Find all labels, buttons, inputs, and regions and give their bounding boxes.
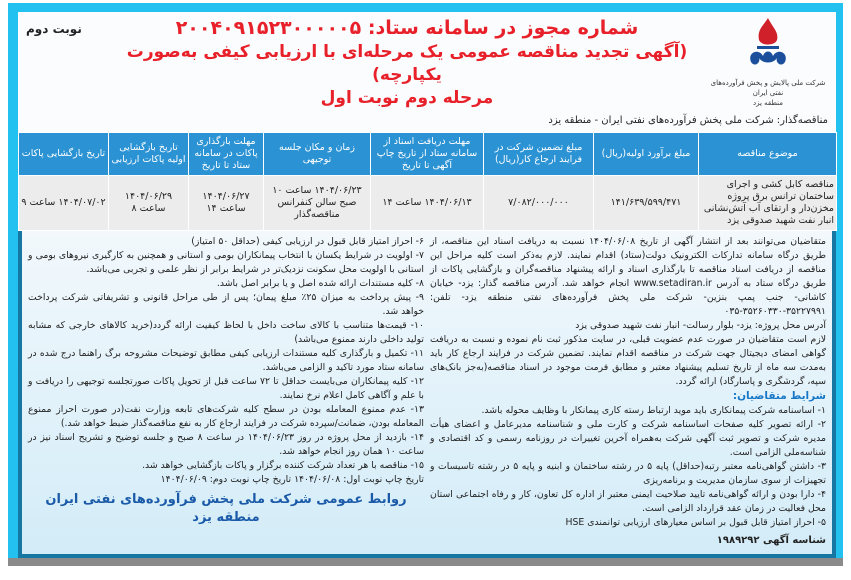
condition-item: ۴- دارا بودن و ارائه گواهی‌نامه تایید صلاحیت ایمنی معتبر از اداره کل تعاون، کار و رفاه اجتماعی استان محل فعالیت در زمان عقد قرارداد الزامی است.	[430, 489, 826, 514]
column-header: مهلت دریافت اسناد از سامانه ستاد از تاریخ چاپ آگهی تا تاریخ	[371, 133, 484, 176]
condition-item: ۱۴- بازدید از محل پروژه در روز ۱۴۰۴/۰۶/۲۳ در ساعت ۸ صبح و جلسه توضیح و تشریح اسناد نیز در ساعت ۱۰ همان روز انجام خواهد شد.	[28, 432, 425, 457]
condition-item: ۲- ارائه تصویر کلیه صفحات اساسنامه شرکت و کارت ملی و شناسنامه مدیرعامل و اعضای هیأت مدیره شرکت و تصویر ثبت آگهی شرکت به‌همراه آخرین تغییرات در روزنامه رسمی و کد اقتصادی و شناسه‌ملی الزامی است.	[430, 419, 826, 458]
ad-header	[18, 12, 836, 132]
logo-text: شرکت ملی پالایش و پخش فرآورده‌های نفتی ایران	[710, 79, 826, 97]
ad-id: شناسه آگهی ۱۹۸۹۲۹۲	[716, 535, 826, 546]
condition-item: ۱- اساسنامه شرکت پیمانکاری باید موید ارتباط رسته کاری پیمانکار با وظایف محوله باشد.	[481, 405, 826, 416]
cell-estimate: ۱۴۱/۶۳۹/۵۹۹/۴۷۱	[594, 176, 699, 231]
column-header: تاریخ بازگشایی اولیه پاکات ارزیابی	[109, 133, 189, 176]
conditions-title: شرایط متقاضیان:	[732, 390, 826, 402]
ad-body	[18, 231, 836, 558]
tender-organizer: مناقصه‌گذار: شرکت ملی پخش فرآورده‌های نفتی ایران - منطقه یزد	[548, 115, 828, 126]
stage-label: مرحله دوم نوبت اول	[320, 88, 494, 108]
cell-guarantee: ۷/۰۸۲/۰۰۰/۰۰۰	[484, 176, 594, 231]
column-header: زمان و مکان جلسه توجیهی	[264, 133, 371, 176]
registration-paragraph: لازم است متقاضیان در صورت عدم عضویت قبلی، در سایت مذکور ثبت نام نموده و نسبت به دریافت گواهی امضای دیجیتال جهت شرکت در مناقصه اقدام نمایند. تضمین شرکت در فرایند ارجاع کار باید به‌مدت سه ماه از تاریخ تسلیم پیشنهاد معتبر و مطابق فرمت موجود در اسناد مناقصه(به‌جز بانک‌های سپه، گردشگری و پاسارگاد) ارائه گردد.	[430, 334, 826, 387]
ad-frame	[8, 3, 843, 558]
project-address: آدرس محل پروژه: یزد- بلوار رسالت- انبار نفت شهید صدوقی یزد	[575, 320, 826, 331]
cell-upload-deadline: ۱۴۰۴/۰۶/۲۷ ساعت ۱۴	[189, 176, 264, 231]
body-left-column	[28, 235, 424, 527]
condition-item: ۳- داشتن گواهی‌نامه معتبر رتبه(حداقل) پایه ۵ در رشته ساختمان و ابنیه و پایه ۵ در رشته تاسیسات و تجهیزات از سوی سازمان مدیریت و برنامه‌ریزی	[430, 461, 826, 486]
bottom-bar	[8, 558, 843, 566]
condition-item: ۱۲- کلیه پیمانکاران می‌بایست حداقل تا ۷۲ ساعت قبل از تحویل پاکات صورتجلسه توجیهی را دریافت و با علم و آگاهی کامل اعلام نرخ نمایند.	[28, 376, 424, 401]
header-top	[26, 16, 828, 112]
condition-item: ۱۰- قیمت‌ها متناسب با کالای ساخت داخل با لحاظ کیفیت ارائه گردد(خرید کالاهای خارجی که مشابه تولید داخلی دارند ممنوع می‌باشد)	[28, 320, 424, 345]
column-header: تاریخ بازگشایی پاکات	[19, 133, 109, 176]
condition-item: ۵- احراز امتیاز قابل قبول بر اساس معیارهای ارزیابی توانمندی HSE	[565, 517, 826, 528]
cell-subject: مناقصه کابل کشی و اجرای ساختمان ترانس برق پروژه مخزن‌دار و ارتقای آب آتش‌نشانی انبار نفت شهید صدوقی یزد	[699, 176, 837, 231]
column-header: موضوع مناقصه	[699, 133, 837, 176]
ad-subtitle: (آگهی تجدید مناقصه عمومی یک مرحله‌ای با ارزیابی کیفی به‌صورت یکپارچه)	[126, 42, 688, 85]
ad-title	[106, 16, 708, 110]
condition-item: ۱۱- تکمیل و بارگذاری کلیه مستندات ارزیابی کیفی مطابق توضیحات مشروحه برگ راهنما درج شده در سامانه ستاد مورد تاکید و الزامی می‌باشد.	[28, 348, 424, 373]
tender-table	[18, 132, 837, 231]
condition-item: ۱۳- عدم ممنوع المعامله بودن در سطح کلیه شرکت‌های تابعه وزارت نفت(در صورت احراز ممنوع المعامله بودن، ضمانت/سپرده شرکت در فرایند ارجاع کار به نفع مناقصه‌گذار ضبط خواهد شد.)	[28, 404, 424, 429]
table-header-row	[19, 133, 837, 176]
cell-opening: ۱۴۰۴/۰۷/۰۲ ساعت ۹	[19, 176, 109, 231]
cell-initial-opening: ۱۴۰۴/۰۶/۲۹ ساعت ۸	[109, 176, 189, 231]
intro-paragraph: متقاضیان می‌توانند بعد از انتشار آگهی از تاریخ ۱۴۰۴/۰۶/۰۸ نسبت به دریافت اسناد این مناقصه، از طریق درگاه سامانه تدارکات الکترونیک دولت(ستاد) اقدام نمایند. لازم به‌ذکر است کلیه مراحل این مناقصه از دریافت اسناد مناقصه تا بارگذاری اسناد و ارائه پیشنهاد مناقصه‌گران و بازگشایی پاکات از طریق درگاه ستاد به آدرس www.setadiran.ir انجام خواهد شد. آدرس مناقصه گذار: یزد- خیابان کاشانی- جنب پمپ بنزین- شرکت ملی پخش فرآورده‌های نفتی منطقه یزد- تلفن: ۳۵۲۲۷۹۹۱-۳۵۲۶۰۳۳۰-۰۳۵	[430, 236, 826, 317]
condition-item: ۹- پیش پرداخت به میزان ۲۵٪ مبلغ پیمان؛ پس از طی مراحل قانونی و تشریفاتی شرکت پرداخت خواهد شد.	[28, 292, 424, 317]
edition-label: نوبت دوم	[26, 22, 82, 36]
print-dates: تاریخ چاپ نوبت اول: ۱۴۰۴/۰۶/۰۸ تاریخ چاپ نوبت دوم: ۱۴۰۴/۰۶/۰۹	[160, 474, 424, 485]
table-row	[19, 176, 837, 231]
public-relations-signature: روابط عمومی شرکت ملی پخش فرآورده‌های نفتی ایران منطقه یزد	[45, 492, 407, 525]
permit-number: شماره مجوز در سامانه ستاد: ۲۰۰۴۰۹۱۵۲۳۰۰۰۰۰۵	[175, 17, 639, 39]
condition-item: ۸- کلیه مستندات ارائه شده اصل و یا برابر اصل باشد.	[216, 278, 424, 289]
body-right-column	[430, 235, 826, 548]
company-logo	[708, 16, 828, 108]
column-header: مبلغ برآورد اولیه(ریال)	[594, 133, 699, 176]
column-header: مبلغ تضمین شرکت در فرایند ارجاع کار(ریال)	[484, 133, 594, 176]
condition-item: ۷- اولویت در شرایط یکسان با انتخاب پیمانکاران بومی و استانی و همچنین به کارگیری نیروهای بومی و استانی با اولویت محل سکونت نزدیک‌تر در شرایط برابر از نظر علمی و تجربی می‌باشد.	[28, 250, 424, 275]
flame-logo-icon	[743, 16, 793, 74]
column-header: مهلت بارگذاری پاکات در سامانه ستاد تا تاریخ	[189, 133, 264, 176]
logo-subtext: منطقه یزد	[752, 99, 784, 107]
cell-briefing: ۱۴۰۴/۰۶/۲۳ ساعت ۱۰ صبح سالن کنفرانس مناقصه‌گذار	[264, 176, 371, 231]
cell-doc-deadline: ۱۴۰۴/۰۶/۱۳ ساعت ۱۴	[371, 176, 484, 231]
condition-item: ۶- احراز امتیاز قابل قبول در ارزیابی کیفی (حداقل ۵۰ امتیاز)	[191, 236, 424, 247]
condition-item: ۱۵- مناقصه با هر تعداد شرکت کننده برگزار و پاکات بازگشایی خواهد شد.	[142, 460, 424, 471]
